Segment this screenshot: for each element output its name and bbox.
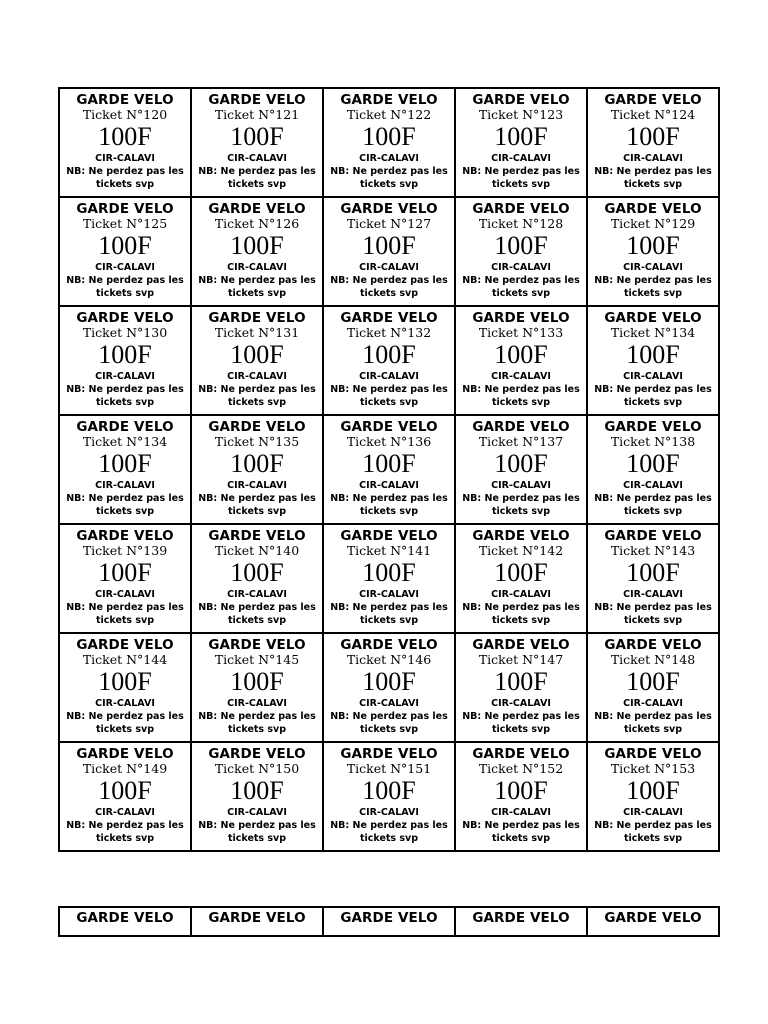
ticket-number: Ticket N°143	[610, 543, 696, 558]
ticket-note: NB: Ne perdez pas les tickets svp	[330, 166, 448, 190]
ticket-location: CIR-CALAVI	[227, 589, 287, 600]
ticket-number: Ticket N°144	[82, 652, 168, 667]
ticket-cell	[323, 88, 455, 197]
ticket-location: CIR-CALAVI	[95, 153, 155, 164]
ticket-price: 100F	[362, 340, 416, 369]
ticket-number: Ticket N°128	[478, 216, 564, 231]
ticket-header: GARDE VELO	[208, 910, 306, 926]
ticket-cell	[59, 633, 191, 742]
ticket-header: GARDE VELO	[472, 201, 570, 217]
ticket-price: 100F	[626, 449, 680, 478]
ticket-header: GARDE VELO	[604, 910, 702, 926]
ticket-note: NB: Ne perdez pas les tickets svp	[594, 711, 712, 735]
ticket	[324, 307, 454, 409]
ticket-location: CIR-CALAVI	[359, 589, 419, 600]
ticket-cell	[587, 88, 719, 197]
ticket	[588, 89, 718, 191]
ticket-header: GARDE VELO	[76, 92, 174, 108]
ticket-location: CIR-CALAVI	[359, 262, 419, 273]
ticket-number: Ticket N°147	[478, 652, 564, 667]
ticket	[456, 634, 586, 736]
ticket-price: 100F	[626, 667, 680, 696]
ticket-location: CIR-CALAVI	[491, 807, 551, 818]
ticket-location: CIR-CALAVI	[623, 371, 683, 382]
ticket-cell	[191, 88, 323, 197]
ticket	[60, 307, 190, 409]
ticket-number: Ticket N°145	[214, 652, 300, 667]
ticket-cell	[455, 306, 587, 415]
ticket-cell	[323, 306, 455, 415]
partial-ticket-cell	[323, 907, 455, 936]
ticket-location: CIR-CALAVI	[95, 807, 155, 818]
ticket-price: 100F	[230, 449, 284, 478]
ticket-location: CIR-CALAVI	[359, 371, 419, 382]
ticket-cell	[59, 88, 191, 197]
ticket-cell	[191, 197, 323, 306]
ticket	[60, 89, 190, 191]
partial-ticket-cell	[587, 907, 719, 936]
ticket	[324, 198, 454, 300]
ticket-cell	[587, 742, 719, 851]
ticket-location: CIR-CALAVI	[491, 589, 551, 600]
ticket-location: CIR-CALAVI	[227, 262, 287, 273]
ticket-cell	[455, 197, 587, 306]
ticket-row	[59, 524, 719, 633]
ticket-grid	[58, 87, 720, 852]
ticket	[60, 198, 190, 300]
ticket-location: CIR-CALAVI	[491, 698, 551, 709]
ticket-cell	[323, 633, 455, 742]
ticket-header: GARDE VELO	[604, 528, 702, 544]
ticket	[60, 416, 190, 518]
ticket-number: Ticket N°123	[478, 107, 564, 122]
ticket-note: NB: Ne perdez pas les tickets svp	[594, 602, 712, 626]
ticket-number: Ticket N°153	[610, 761, 696, 776]
ticket	[456, 416, 586, 518]
ticket	[60, 743, 190, 845]
ticket	[324, 634, 454, 736]
ticket-note: NB: Ne perdez pas les tickets svp	[198, 384, 316, 408]
ticket-location: CIR-CALAVI	[491, 262, 551, 273]
ticket-note: NB: Ne perdez pas les tickets svp	[462, 384, 580, 408]
ticket-number: Ticket N°129	[610, 216, 696, 231]
ticket-header: GARDE VELO	[340, 201, 438, 217]
ticket-price: 100F	[362, 776, 416, 805]
ticket-price: 100F	[98, 340, 152, 369]
ticket-cell	[191, 633, 323, 742]
ticket-header: GARDE VELO	[76, 419, 174, 435]
ticket-note: NB: Ne perdez pas les tickets svp	[198, 820, 316, 844]
ticket-price: 100F	[98, 776, 152, 805]
ticket-row	[59, 88, 719, 197]
ticket-note: NB: Ne perdez pas les tickets svp	[462, 602, 580, 626]
ticket-header: GARDE VELO	[76, 910, 174, 926]
ticket-cell	[59, 415, 191, 524]
ticket	[456, 307, 586, 409]
ticket-price: 100F	[98, 667, 152, 696]
ticket-note: NB: Ne perdez pas les tickets svp	[198, 275, 316, 299]
ticket-price: 100F	[626, 776, 680, 805]
ticket-number: Ticket N°142	[478, 543, 564, 558]
ticket	[192, 743, 322, 845]
ticket-price: 100F	[494, 122, 548, 151]
ticket-header: GARDE VELO	[472, 746, 570, 762]
ticket	[192, 634, 322, 736]
ticket-header: GARDE VELO	[604, 419, 702, 435]
ticket-price: 100F	[626, 122, 680, 151]
partial-ticket-row	[58, 906, 720, 937]
ticket-cell	[455, 415, 587, 524]
ticket-location: CIR-CALAVI	[491, 371, 551, 382]
ticket	[324, 416, 454, 518]
ticket	[588, 198, 718, 300]
ticket-header: GARDE VELO	[208, 637, 306, 653]
ticket	[192, 89, 322, 191]
ticket-note: NB: Ne perdez pas les tickets svp	[66, 820, 184, 844]
ticket	[588, 525, 718, 627]
ticket	[456, 198, 586, 300]
ticket-cell	[191, 742, 323, 851]
ticket-cell	[587, 197, 719, 306]
ticket	[60, 634, 190, 736]
ticket-header: GARDE VELO	[340, 310, 438, 326]
ticket-header: GARDE VELO	[472, 528, 570, 544]
ticket-header: GARDE VELO	[340, 746, 438, 762]
ticket-price: 100F	[98, 122, 152, 151]
ticket-location: CIR-CALAVI	[95, 480, 155, 491]
ticket-location: CIR-CALAVI	[95, 698, 155, 709]
ticket-cell	[59, 524, 191, 633]
ticket-note: NB: Ne perdez pas les tickets svp	[66, 493, 184, 517]
ticket-header: GARDE VELO	[604, 310, 702, 326]
ticket-note: NB: Ne perdez pas les tickets svp	[198, 602, 316, 626]
ticket-price: 100F	[626, 558, 680, 587]
ticket-price: 100F	[626, 231, 680, 260]
ticket-note: NB: Ne perdez pas les tickets svp	[462, 493, 580, 517]
ticket-price: 100F	[230, 231, 284, 260]
ticket-number: Ticket N°141	[346, 543, 432, 558]
ticket-location: CIR-CALAVI	[95, 371, 155, 382]
ticket-note: NB: Ne perdez pas les tickets svp	[330, 820, 448, 844]
ticket-cell	[587, 633, 719, 742]
ticket-location: CIR-CALAVI	[491, 480, 551, 491]
ticket-price: 100F	[626, 340, 680, 369]
ticket-note: NB: Ne perdez pas les tickets svp	[594, 820, 712, 844]
ticket	[588, 743, 718, 845]
ticket	[456, 525, 586, 627]
ticket-cell	[191, 306, 323, 415]
ticket	[456, 89, 586, 191]
ticket-header: GARDE VELO	[76, 637, 174, 653]
ticket-row	[59, 197, 719, 306]
partial-row	[59, 907, 719, 936]
ticket	[192, 307, 322, 409]
ticket-note: NB: Ne perdez pas les tickets svp	[66, 711, 184, 735]
ticket-location: CIR-CALAVI	[359, 698, 419, 709]
ticket-note: NB: Ne perdez pas les tickets svp	[330, 711, 448, 735]
ticket	[60, 525, 190, 627]
ticket-header: GARDE VELO	[340, 910, 438, 926]
ticket	[456, 743, 586, 845]
ticket-number: Ticket N°130	[82, 325, 168, 340]
ticket-cell	[587, 524, 719, 633]
ticket-location: CIR-CALAVI	[623, 698, 683, 709]
ticket-cell	[323, 742, 455, 851]
ticket-location: CIR-CALAVI	[227, 698, 287, 709]
ticket-header: GARDE VELO	[604, 746, 702, 762]
ticket-number: Ticket N°138	[610, 434, 696, 449]
ticket-location: CIR-CALAVI	[623, 153, 683, 164]
ticket	[588, 634, 718, 736]
ticket-header: GARDE VELO	[340, 92, 438, 108]
ticket-cell	[455, 633, 587, 742]
ticket-number: Ticket N°133	[478, 325, 564, 340]
ticket-location: CIR-CALAVI	[227, 807, 287, 818]
ticket-header: GARDE VELO	[208, 746, 306, 762]
ticket-note: NB: Ne perdez pas les tickets svp	[66, 166, 184, 190]
ticket-header: GARDE VELO	[340, 637, 438, 653]
ticket-header: GARDE VELO	[604, 92, 702, 108]
ticket-price: 100F	[494, 558, 548, 587]
ticket-note: NB: Ne perdez pas les tickets svp	[330, 493, 448, 517]
ticket-note: NB: Ne perdez pas les tickets svp	[66, 275, 184, 299]
ticket-note: NB: Ne perdez pas les tickets svp	[462, 711, 580, 735]
ticket-price: 100F	[494, 776, 548, 805]
ticket-number: Ticket N°135	[214, 434, 300, 449]
ticket-location: CIR-CALAVI	[227, 371, 287, 382]
ticket-header: GARDE VELO	[472, 637, 570, 653]
ticket-cell	[323, 197, 455, 306]
ticket-note: NB: Ne perdez pas les tickets svp	[330, 602, 448, 626]
ticket-cell	[455, 88, 587, 197]
ticket-number: Ticket N°149	[82, 761, 168, 776]
ticket-number: Ticket N°132	[346, 325, 432, 340]
ticket-number: Ticket N°137	[478, 434, 564, 449]
ticket-cell	[455, 524, 587, 633]
ticket-note: NB: Ne perdez pas les tickets svp	[198, 711, 316, 735]
ticket-price: 100F	[98, 231, 152, 260]
ticket-price: 100F	[362, 449, 416, 478]
ticket-price: 100F	[494, 667, 548, 696]
ticket-header: GARDE VELO	[604, 201, 702, 217]
ticket-cell	[587, 306, 719, 415]
ticket-price: 100F	[230, 340, 284, 369]
ticket-price: 100F	[494, 449, 548, 478]
ticket-note: NB: Ne perdez pas les tickets svp	[594, 384, 712, 408]
ticket-number: Ticket N°140	[214, 543, 300, 558]
ticket-location: CIR-CALAVI	[227, 480, 287, 491]
ticket-note: NB: Ne perdez pas les tickets svp	[198, 166, 316, 190]
ticket-price: 100F	[362, 122, 416, 151]
ticket-location: CIR-CALAVI	[359, 807, 419, 818]
ticket-number: Ticket N°122	[346, 107, 432, 122]
ticket-price: 100F	[362, 667, 416, 696]
ticket	[324, 525, 454, 627]
ticket-row	[59, 415, 719, 524]
ticket-note: NB: Ne perdez pas les tickets svp	[462, 275, 580, 299]
ticket-location: CIR-CALAVI	[359, 480, 419, 491]
ticket-cell	[323, 524, 455, 633]
ticket-header: GARDE VELO	[340, 419, 438, 435]
ticket-location: CIR-CALAVI	[623, 807, 683, 818]
ticket-location: CIR-CALAVI	[95, 262, 155, 273]
ticket-price: 100F	[494, 340, 548, 369]
ticket-row	[59, 742, 719, 851]
ticket-header: GARDE VELO	[208, 201, 306, 217]
ticket-location: CIR-CALAVI	[491, 153, 551, 164]
ticket-note: NB: Ne perdez pas les tickets svp	[594, 166, 712, 190]
ticket-number: Ticket N°127	[346, 216, 432, 231]
ticket-header: GARDE VELO	[76, 201, 174, 217]
ticket-header: GARDE VELO	[472, 910, 570, 926]
ticket	[588, 307, 718, 409]
ticket-number: Ticket N°139	[82, 543, 168, 558]
ticket-note: NB: Ne perdez pas les tickets svp	[330, 384, 448, 408]
ticket-price: 100F	[230, 667, 284, 696]
ticket-cell	[59, 197, 191, 306]
ticket-number: Ticket N°126	[214, 216, 300, 231]
ticket-price: 100F	[230, 558, 284, 587]
ticket-cell	[191, 415, 323, 524]
ticket-cell	[587, 415, 719, 524]
ticket-header: GARDE VELO	[208, 310, 306, 326]
ticket-price: 100F	[230, 122, 284, 151]
ticket-number: Ticket N°121	[214, 107, 300, 122]
ticket-note: NB: Ne perdez pas les tickets svp	[198, 493, 316, 517]
ticket	[192, 525, 322, 627]
ticket-note: NB: Ne perdez pas les tickets svp	[330, 275, 448, 299]
ticket-cell	[59, 742, 191, 851]
ticket-cell	[455, 742, 587, 851]
ticket-number: Ticket N°136	[346, 434, 432, 449]
ticket-number: Ticket N°151	[346, 761, 432, 776]
ticket-row	[59, 633, 719, 742]
ticket	[324, 89, 454, 191]
ticket-header: GARDE VELO	[208, 92, 306, 108]
ticket-note: NB: Ne perdez pas les tickets svp	[462, 166, 580, 190]
ticket-note: NB: Ne perdez pas les tickets svp	[66, 384, 184, 408]
ticket-cell	[59, 306, 191, 415]
ticket-number: Ticket N°146	[346, 652, 432, 667]
ticket-number: Ticket N°134	[610, 325, 696, 340]
ticket-header: GARDE VELO	[76, 746, 174, 762]
ticket-number: Ticket N°131	[214, 325, 300, 340]
ticket-header: GARDE VELO	[472, 419, 570, 435]
ticket-number: Ticket N°148	[610, 652, 696, 667]
ticket-location: CIR-CALAVI	[227, 153, 287, 164]
ticket-price: 100F	[362, 231, 416, 260]
ticket-number: Ticket N°125	[82, 216, 168, 231]
ticket-note: NB: Ne perdez pas les tickets svp	[594, 275, 712, 299]
ticket-note: NB: Ne perdez pas les tickets svp	[462, 820, 580, 844]
ticket-number: Ticket N°124	[610, 107, 696, 122]
ticket-location: CIR-CALAVI	[623, 480, 683, 491]
ticket-location: CIR-CALAVI	[95, 589, 155, 600]
partial-ticket-cell	[191, 907, 323, 936]
ticket-number: Ticket N°150	[214, 761, 300, 776]
ticket-number: Ticket N°152	[478, 761, 564, 776]
ticket-number: Ticket N°120	[82, 107, 168, 122]
partial-ticket-cell	[59, 907, 191, 936]
ticket-price: 100F	[494, 231, 548, 260]
ticket-number: Ticket N°134	[82, 434, 168, 449]
ticket-location: CIR-CALAVI	[359, 153, 419, 164]
ticket	[192, 198, 322, 300]
ticket-header: GARDE VELO	[340, 528, 438, 544]
ticket-note: NB: Ne perdez pas les tickets svp	[66, 602, 184, 626]
ticket-location: CIR-CALAVI	[623, 262, 683, 273]
partial-ticket-cell	[455, 907, 587, 936]
ticket-price: 100F	[230, 776, 284, 805]
ticket-location: CIR-CALAVI	[623, 589, 683, 600]
ticket-header: GARDE VELO	[472, 92, 570, 108]
ticket-price: 100F	[362, 558, 416, 587]
ticket-price: 100F	[98, 558, 152, 587]
ticket-header: GARDE VELO	[604, 637, 702, 653]
ticket-note: NB: Ne perdez pas les tickets svp	[594, 493, 712, 517]
ticket-header: GARDE VELO	[472, 310, 570, 326]
ticket-header: GARDE VELO	[208, 528, 306, 544]
ticket-header: GARDE VELO	[76, 528, 174, 544]
ticket-header: GARDE VELO	[208, 419, 306, 435]
ticket-cell	[323, 415, 455, 524]
ticket-cell	[191, 524, 323, 633]
ticket-header: GARDE VELO	[76, 310, 174, 326]
ticket	[324, 743, 454, 845]
ticket-price: 100F	[98, 449, 152, 478]
ticket-row	[59, 306, 719, 415]
ticket	[192, 416, 322, 518]
ticket	[588, 416, 718, 518]
